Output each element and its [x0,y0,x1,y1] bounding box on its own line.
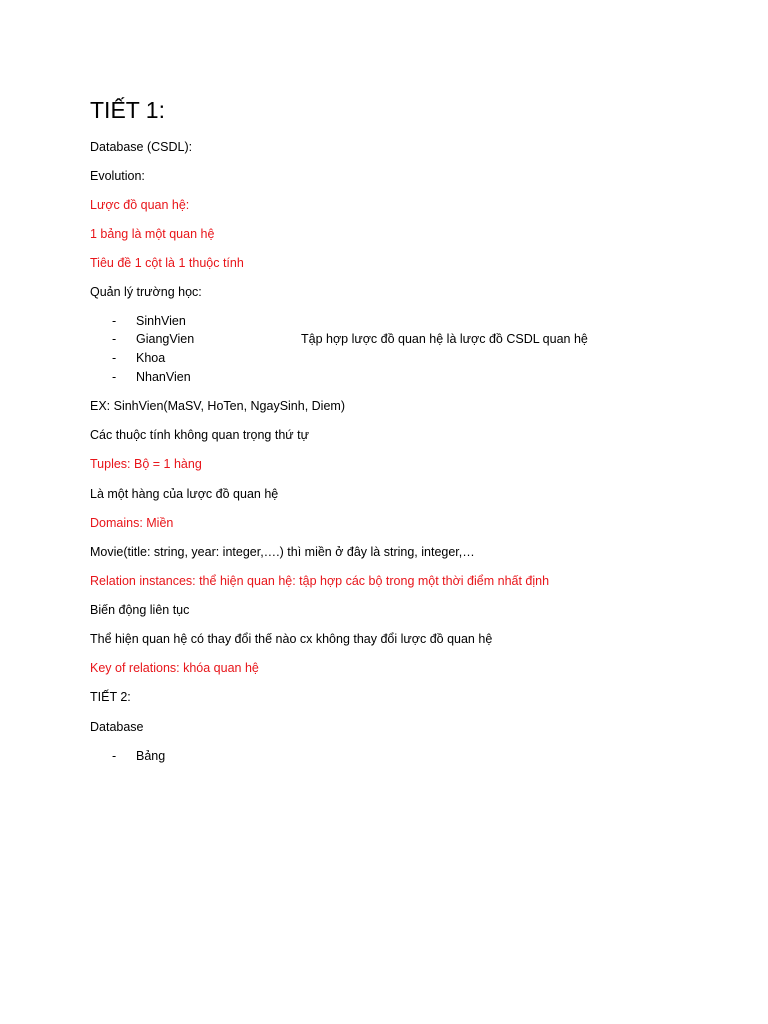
line-ex: EX: SinhVien(MaSV, HoTen, NgaySinh, Diem) [90,399,345,413]
list-item-sinhvien: SinhVien [136,314,186,328]
line-relation-instances: Relation instances: thể hiện quan hệ: tập hợp các bộ trong một thời điểm nhất định [90,574,550,588]
list-item-bang: Bảng [136,749,166,763]
heading-tiet-1: TIẾT 1: [90,97,165,123]
line-thuoc-tinh: Các thuộc tính không quan trọng thứ tự [90,428,309,442]
line-evolution: Evolution: [90,169,145,183]
list-item-giangvien: GiangVien [136,332,195,346]
line-tuples: Tuples: Bộ = 1 hàng [90,457,202,471]
line-mot-hang: Là một hàng của lược đồ quan hệ [90,487,279,501]
bullet-marker: - [112,332,117,346]
line-bien-dong: Biến động liên tục [90,603,190,617]
line-movie: Movie(title: string, year: integer,….) thì miền ở đây là string, integer,… [90,545,475,559]
line-key-of-relations: Key of relations: khóa quan hệ [90,661,259,675]
line-the-hien: Thể hiện quan hệ có thay đổi thế nào cx không thay đổi lược đồ quan hệ [90,632,493,646]
bullet-marker: - [112,351,117,365]
line-quan-ly: Quản lý trường học: [90,285,202,299]
heading-tiet-2: TIẾT 2: [90,690,131,704]
line-luoc-do-quan-he: Lược đồ quan hệ: [90,198,190,212]
line-tieu-de: Tiêu đề 1 cột là 1 thuộc tính [90,256,244,270]
side-note: Tập hợp lược đồ quan hệ là lược đồ CSDL quan hệ [301,332,588,346]
line-bang-quan-he: 1 bảng là một quan hệ [90,227,215,241]
list-item-nhanvien: NhanVien [136,370,191,384]
line-database: Database [90,720,144,734]
list-item-khoa: Khoa [136,351,166,365]
bullet-marker: - [112,749,117,763]
line-domains: Domains: Miền [90,516,174,530]
line-database-csdl: Database (CSDL): [90,140,193,154]
bullet-marker: - [112,314,117,328]
bullet-marker: - [112,370,117,384]
